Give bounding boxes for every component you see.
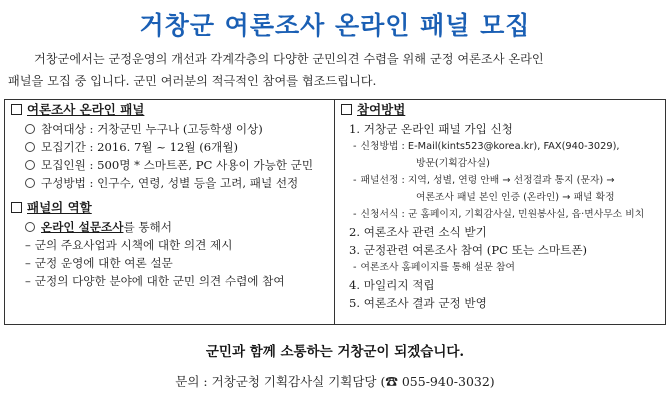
dash-bullet-icon: – — [25, 238, 31, 252]
step-3: 3. 군정관련 여론조사 참여 (PC 또는 스마트폰) — [349, 243, 588, 257]
dash-bullet-icon: – — [25, 274, 31, 288]
step-1-select: - 패널선정 : 지역, 성별, 연령 안배 → 선정결과 통지 (문자) → — [353, 175, 615, 186]
circle-bullet-icon — [25, 124, 35, 134]
participation-heading: 참여방법 — [341, 100, 663, 120]
dash-bullet-icon: – — [25, 256, 31, 270]
step-1-apply: - 신청방법 : E-Mail(kints523@korea.kr), FAX(940-3029), — [353, 141, 620, 152]
contact-info: 문의 : 거창군청 기획감사실 기획담당 (☎ 055-940-3032) — [175, 374, 495, 389]
panel-info-column — [11, 100, 331, 290]
circle-bullet-icon — [25, 178, 35, 188]
panel-item-method: 구성방법 : 인구수, 연령, 성별 등을 고려, 패널 선정 — [11, 174, 331, 192]
participation-column — [341, 100, 663, 312]
checkbox-square-icon — [11, 202, 22, 213]
circle-bullet-icon — [25, 160, 35, 170]
page-title: 거창군 여론조사 온라인 패널 모집 — [139, 11, 531, 40]
checkbox-square-icon — [11, 104, 22, 115]
panel-item-target: 참여대상 : 거창군민 누구나 (고등학생 이상) — [11, 120, 331, 138]
step-1-form: - 신청서식 : 군 홈페이지, 기획감사실, 민원봉사실, 읍·면사무소 비치 — [353, 209, 645, 220]
step-1-select-cont: 여론조사 패널 본인 인증 (온라인) → 패널 확정 — [416, 192, 615, 203]
role-item: – 군정의 다양한 분야에 대한 군민 의견 수렴에 참여 — [25, 274, 285, 288]
circle-bullet-icon — [25, 142, 35, 152]
role-main: 온라인 설문조사를 통해서 — [11, 218, 331, 236]
step-3-detail: - 여론조사 홈페이지를 통해 설문 참여 — [353, 262, 515, 273]
step-5: 5. 여론조사 결과 군정 반영 — [349, 296, 487, 310]
intro-line-2: 패널을 모집 중 입니다. 군민 여러분의 적극적인 참여를 협조드립니다. — [8, 74, 377, 88]
role-item: – 군의 주요사업과 시책에 대한 의견 제시 — [25, 238, 233, 252]
role-item: – 군정 운영에 대한 여론 설문 — [25, 256, 173, 270]
panel-item-period: 모집기간 : 2016. 7월 ~ 12월 (6개월) — [11, 138, 331, 156]
closing-message: 군민과 함께 소통하는 거창군이 되겠습니다. — [205, 344, 465, 360]
checkbox-square-icon — [341, 104, 352, 115]
info-box — [4, 99, 666, 325]
step-1: 1. 거창군 온라인 패널 가입 신청 — [349, 122, 513, 136]
step-2: 2. 여론조사 관련 소식 받기 — [349, 225, 487, 239]
panel-section-heading: 여론조사 온라인 패널 — [11, 100, 331, 120]
intro-line-1: 거창군에서는 군정운영의 개선과 각계각층의 다양한 군민의견 수렴을 위해 군정 여론조사 온라인 — [34, 52, 544, 66]
circle-bullet-icon — [25, 222, 35, 232]
column-divider — [334, 100, 335, 324]
step-4: 4. 마일리지 적립 — [349, 278, 435, 292]
role-section-heading: 패널의 역할 — [11, 198, 331, 218]
panel-item-count: 모집인원 : 500명 * 스마트폰, PC 사용이 가능한 군민 — [11, 156, 331, 174]
step-1-apply-cont: 방문(기획감사실) — [416, 158, 490, 169]
intro-text — [8, 48, 662, 92]
